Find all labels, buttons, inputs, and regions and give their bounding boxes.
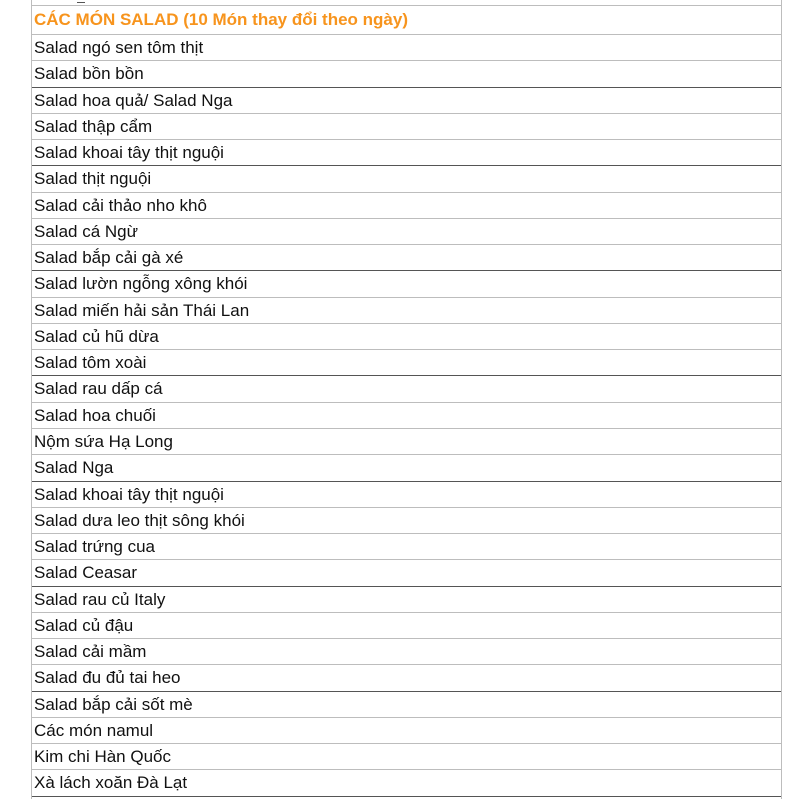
menu-item-row: [32, 534, 781, 560]
menu-table: [31, 0, 782, 799]
section-title: CÁC MÓN SALAD (10 Món thay đổi theo ngày): [34, 10, 408, 29]
menu-item-row: [32, 692, 781, 718]
menu-item-row: [32, 718, 781, 744]
menu-item-label: Salad củ đậu: [34, 615, 134, 635]
menu-item-label: Salad Nga: [34, 458, 114, 478]
menu-item-label: Salad khoai tây thịt nguội: [34, 484, 224, 504]
section-header-row: [32, 6, 781, 35]
menu-item-row: [32, 193, 781, 219]
menu-item-label: Salad đu đủ tai heo: [34, 668, 181, 688]
menu-item-row: [32, 376, 781, 402]
menu-item-row: [32, 429, 781, 455]
menu-item-label: Salad rau dấp cá: [34, 379, 163, 399]
menu-item-label: Salad dưa leo thịt sông khói: [34, 510, 245, 530]
menu-item-label: Salad miến hải sản Thái Lan: [34, 300, 250, 320]
menu-item-list: [32, 35, 781, 797]
menu-item-row: [32, 455, 781, 481]
menu-item-row: [32, 114, 781, 140]
menu-item-row: [32, 324, 781, 350]
menu-item-row: [32, 403, 781, 429]
menu-item-label: Salad tôm xoài: [34, 353, 147, 373]
menu-item-label: Salad rau củ Italy: [34, 589, 166, 609]
menu-item-row: [32, 35, 781, 61]
menu-item-label: Xà lách xoăn Đà Lạt: [34, 773, 188, 793]
menu-item-label: Kim chi Hàn Quốc: [34, 747, 171, 767]
menu-item-label: Salad cá Ngừ: [34, 221, 138, 241]
menu-item-label: Salad Ceasar: [34, 563, 138, 583]
menu-item-row: [32, 560, 781, 586]
menu-item-row: [32, 271, 781, 297]
menu-item-label: Salad bồn bồn: [34, 64, 144, 84]
menu-item-row: [32, 665, 781, 691]
menu-item-label: Salad ngó sen tôm thịt: [34, 38, 204, 57]
menu-item-label: Salad thịt nguội: [34, 169, 152, 189]
menu-item-label: Salad hoa chuối: [34, 405, 156, 425]
menu-item-row: [32, 61, 781, 87]
menu-item-row: [32, 770, 781, 796]
menu-item-label: Salad trứng cua: [34, 537, 156, 557]
menu-item-label: Salad cải thảo nho khô: [34, 195, 207, 215]
menu-item-row: [32, 482, 781, 508]
menu-item-label: Salad bắp cải gà xé: [34, 248, 184, 268]
menu-item-row: [32, 613, 781, 639]
menu-item-label: Salad cải mầm: [34, 642, 147, 662]
menu-item-label: Các món namul: [34, 720, 154, 740]
menu-item-label: Salad thập cẩm: [34, 116, 153, 136]
menu-item-label: Salad khoai tây thịt nguội: [34, 143, 224, 163]
menu-item-row: [32, 88, 781, 114]
menu-item-row: [32, 587, 781, 613]
menu-item-label: Salad củ hũ dừa: [34, 326, 159, 346]
menu-item-label: Salad hoa quả/ Salad Nga: [34, 90, 233, 110]
menu-item-row: [32, 508, 781, 534]
menu-item-label: Salad lườn ngỗng xông khói: [34, 274, 248, 294]
menu-item-label: Salad bắp cải sốt mè: [34, 694, 193, 714]
menu-item-row: [32, 298, 781, 324]
menu-item-row: [32, 744, 781, 770]
menu-item-row: [32, 350, 781, 376]
menu-item-row: [32, 140, 781, 166]
menu-item-row: [32, 245, 781, 271]
menu-item-row: [32, 219, 781, 245]
menu-item-row: [32, 166, 781, 192]
menu-item-label: Nộm sứa Hạ Long: [34, 431, 173, 451]
menu-item-row: [32, 639, 781, 665]
